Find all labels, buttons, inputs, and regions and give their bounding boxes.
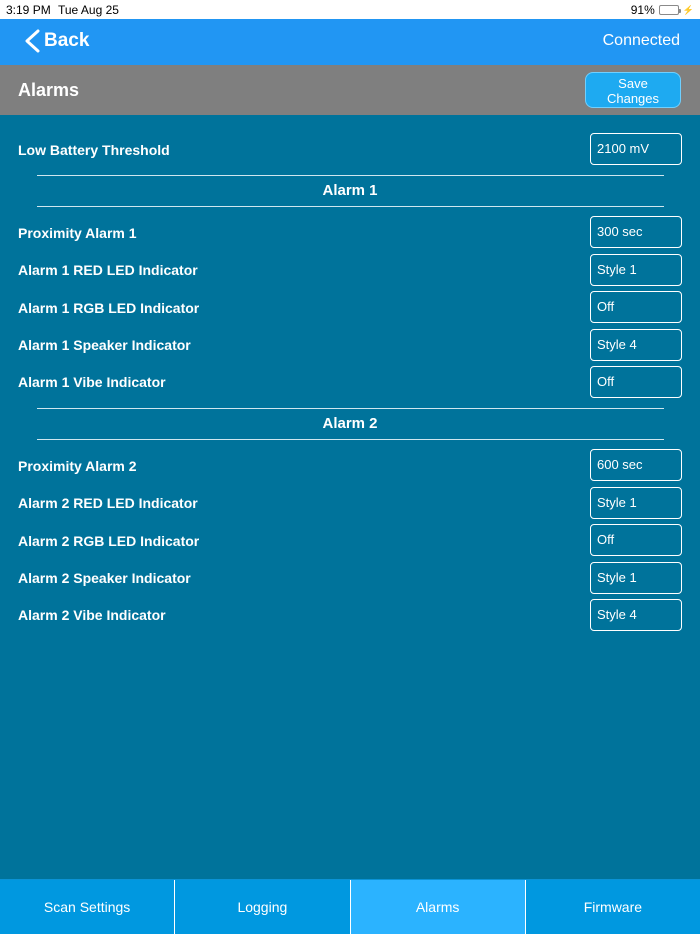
divider xyxy=(37,408,664,409)
alarm-1-red-led-label: Alarm 1 RED LED Indicator xyxy=(18,262,198,278)
alarm-1-proximity-field[interactable]: 300 sec xyxy=(590,216,682,248)
alarm-2-title: Alarm 2 xyxy=(322,415,378,432)
alarm-1-title: Alarm 1 xyxy=(322,182,378,199)
status-bar xyxy=(0,0,700,19)
status-time: 3:19 PM xyxy=(6,3,51,17)
alarm-2-proximity-field[interactable]: 600 sec xyxy=(590,449,682,481)
battery-percent: 91% xyxy=(630,3,655,17)
alarm-1-rgb-led-label: Alarm 1 RGB LED Indicator xyxy=(18,300,200,316)
page-title: Alarms xyxy=(18,80,80,100)
low-battery-field[interactable]: 2100 mV xyxy=(590,133,682,165)
charging-icon: ⚡ xyxy=(682,4,694,15)
tab-bar xyxy=(0,879,700,934)
low-battery-label: Low Battery Threshold xyxy=(18,142,170,158)
back-button[interactable] xyxy=(22,29,89,53)
alarm-2-red-led-label: Alarm 2 RED LED Indicator xyxy=(18,495,198,511)
alarm-1-red-led-field[interactable]: Style 1 xyxy=(590,254,682,286)
alarm-2-vibe-label: Alarm 2 Vibe Indicator xyxy=(18,607,166,623)
divider xyxy=(37,439,664,440)
tab-scan-settings[interactable]: Scan Settings xyxy=(0,880,175,934)
status-date: Tue Aug 25 xyxy=(58,3,119,17)
alarm-2-rgb-led-label: Alarm 2 RGB LED Indicator xyxy=(18,533,200,549)
alarm-2-speaker-field[interactable]: Style 1 xyxy=(590,562,682,594)
alarm-1-speaker-label: Alarm 1 Speaker Indicator xyxy=(18,337,191,353)
tab-alarms[interactable]: Alarms xyxy=(351,880,526,934)
alarm-2-speaker-label: Alarm 2 Speaker Indicator xyxy=(18,570,191,586)
alarm-1-vibe-field[interactable]: Off xyxy=(590,366,682,398)
alarm-1-vibe-label: Alarm 1 Vibe Indicator xyxy=(18,374,166,390)
alarm-1-rgb-led-field[interactable]: Off xyxy=(590,291,682,323)
alarm-2-vibe-field[interactable]: Style 4 xyxy=(590,599,682,631)
tab-logging[interactable]: Logging xyxy=(175,880,350,934)
nav-bar xyxy=(0,19,700,65)
back-label: Back xyxy=(44,30,90,51)
connection-status: Connected xyxy=(602,32,680,49)
alarm-1-speaker-field[interactable]: Style 4 xyxy=(590,329,682,361)
tab-firmware[interactable]: Firmware xyxy=(526,880,700,934)
alarm-2-red-led-field[interactable]: Style 1 xyxy=(590,487,682,519)
alarm-1-proximity-label: Proximity Alarm 1 xyxy=(18,225,137,241)
battery-icon xyxy=(659,5,679,15)
alarm-2-rgb-led-field[interactable]: Off xyxy=(590,524,682,556)
save-changes-button[interactable]: Save Changes xyxy=(585,72,681,108)
alarm-2-proximity-label: Proximity Alarm 2 xyxy=(18,458,137,474)
status-right xyxy=(631,3,694,17)
divider xyxy=(37,206,664,207)
divider xyxy=(37,175,664,176)
chevron-left-icon xyxy=(22,29,44,53)
